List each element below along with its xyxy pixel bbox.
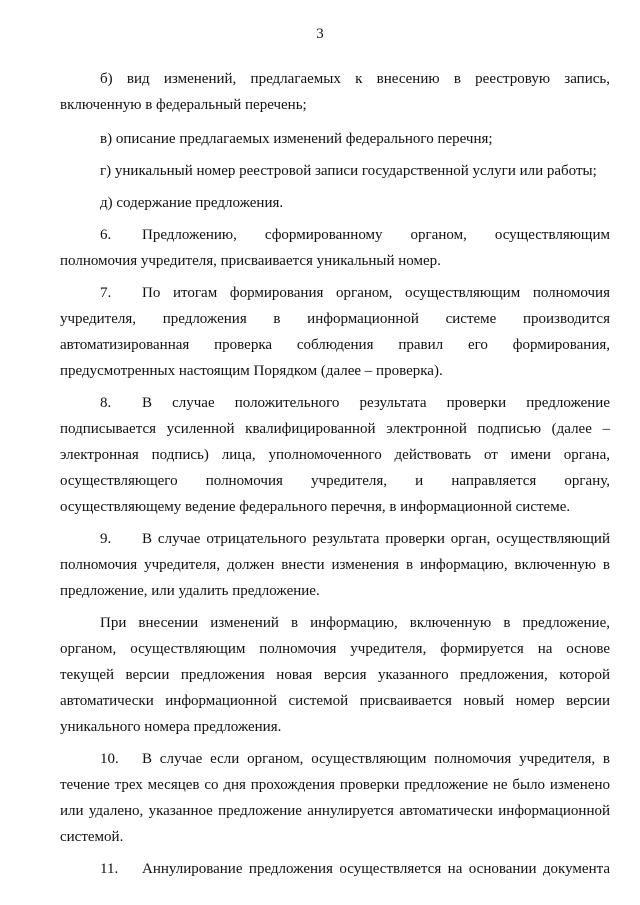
paragraph-9b-line-1: При внесении изменений в информацию, включенную в предложение, bbox=[100, 615, 610, 631]
paragraph-7-text-1: По итогам формирования органом, осуществляющим полномочия bbox=[142, 285, 610, 301]
paragraph-9b-line-4: автоматически информационной системой присваивается новый номер версии bbox=[60, 693, 610, 709]
paragraph-10-line-2: течение трех месяцев со дня прохождения проверки предложение не было изменено bbox=[60, 777, 610, 793]
paragraph-9-text-1: В случае отрицательного результата проверки орган, осуществляющий bbox=[142, 531, 610, 547]
paragraph-8-line-5: осуществляющему ведение федерального перечня, в информационной системе. bbox=[60, 499, 571, 515]
paragraph-10-line-4: системой. bbox=[60, 829, 124, 845]
paragraph-8-line-1 bbox=[60, 390, 610, 416]
paragraph-7-line-3: автоматизированная проверка соблюдения правил его формирования, bbox=[60, 337, 610, 353]
paragraph-d: д) содержание предложения. bbox=[100, 195, 284, 211]
paragraph-9 bbox=[60, 526, 610, 604]
paragraph-b-line-2: включенную в федеральный перечень; bbox=[60, 97, 307, 113]
paragraph-10-number: 10. bbox=[100, 751, 119, 767]
paragraph-9b-line-5: уникального номера предложения. bbox=[60, 719, 282, 735]
paragraph-11-line-1 bbox=[60, 856, 610, 882]
paragraph-6-text-1: Предложению, сформированному органом, осуществляющим bbox=[142, 227, 610, 243]
page-number: 3 bbox=[316, 26, 324, 42]
paragraph-6 bbox=[60, 222, 610, 274]
paragraph-11 bbox=[60, 856, 610, 882]
paragraph-b bbox=[60, 66, 610, 118]
paragraph-7 bbox=[60, 280, 610, 384]
paragraph-11-text-1: Аннулирование предложения осуществляется на основании документа bbox=[142, 861, 610, 877]
paragraph-7-line-4: предусмотренных настоящим Порядком (далее – проверка). bbox=[60, 363, 443, 379]
paragraph-6-line-2: полномочия учредителя, присваивается уникальный номер. bbox=[60, 253, 441, 269]
paragraph-8-line-4: осуществляющего полномочия учредителя, и направляется органу, bbox=[60, 473, 610, 489]
paragraph-v: в) описание предлагаемых изменений федерального перечня; bbox=[100, 131, 493, 147]
paragraph-8-line-2: подписывается усиленной квалифицированной электронной подписью (далее – bbox=[60, 421, 610, 437]
paragraph-7-line-1 bbox=[60, 280, 610, 306]
paragraph-8 bbox=[60, 390, 610, 520]
paragraph-9-continuation bbox=[60, 610, 610, 740]
paragraph-8-text-1: В случае положительного результата проверки предложение bbox=[142, 395, 610, 411]
paragraph-6-number: 6. bbox=[100, 227, 112, 243]
paragraph-9b-line-3: текущей версии предложения новая версия указанного предложения, которой bbox=[60, 667, 610, 683]
paragraph-8-line-3: электронная подпись) лица, уполномоченного действовать от имени органа, bbox=[60, 447, 610, 463]
paragraph-7-number: 7. bbox=[100, 285, 112, 301]
paragraph-b-line-1: б) вид изменений, предлагаемых к внесению в реестровую запись, bbox=[100, 71, 610, 87]
paragraph-9b-line-2: органом, осуществляющим полномочия учредителя, формируется на основе bbox=[60, 641, 610, 657]
paragraph-g: г) уникальный номер реестровой записи государственной услуги или работы; bbox=[100, 163, 597, 179]
paragraph-9-number: 9. bbox=[100, 531, 112, 547]
paragraph-7-line-2: учредителя, предложения в информационной системе производится bbox=[60, 311, 610, 327]
paragraph-10-text-1: В случае если органом, осуществляющим полномочия учредителя, в bbox=[142, 751, 610, 767]
paragraph-10-line-1 bbox=[60, 746, 610, 772]
paragraph-6-line-1 bbox=[60, 222, 610, 248]
paragraph-9-line-2: полномочия учредителя, должен внести изменения в информацию, включенную в bbox=[60, 557, 610, 573]
paragraph-10 bbox=[60, 746, 610, 850]
paragraph-8-number: 8. bbox=[100, 395, 112, 411]
document-body bbox=[60, 66, 610, 882]
paragraph-9-line-1 bbox=[60, 526, 610, 552]
paragraph-10-line-3: или удалено, указанное предложение аннулируется автоматически информационной bbox=[60, 803, 610, 819]
paragraph-11-number: 11. bbox=[100, 861, 119, 877]
paragraph-9-line-3: предложение, или удалить предложение. bbox=[60, 583, 320, 599]
